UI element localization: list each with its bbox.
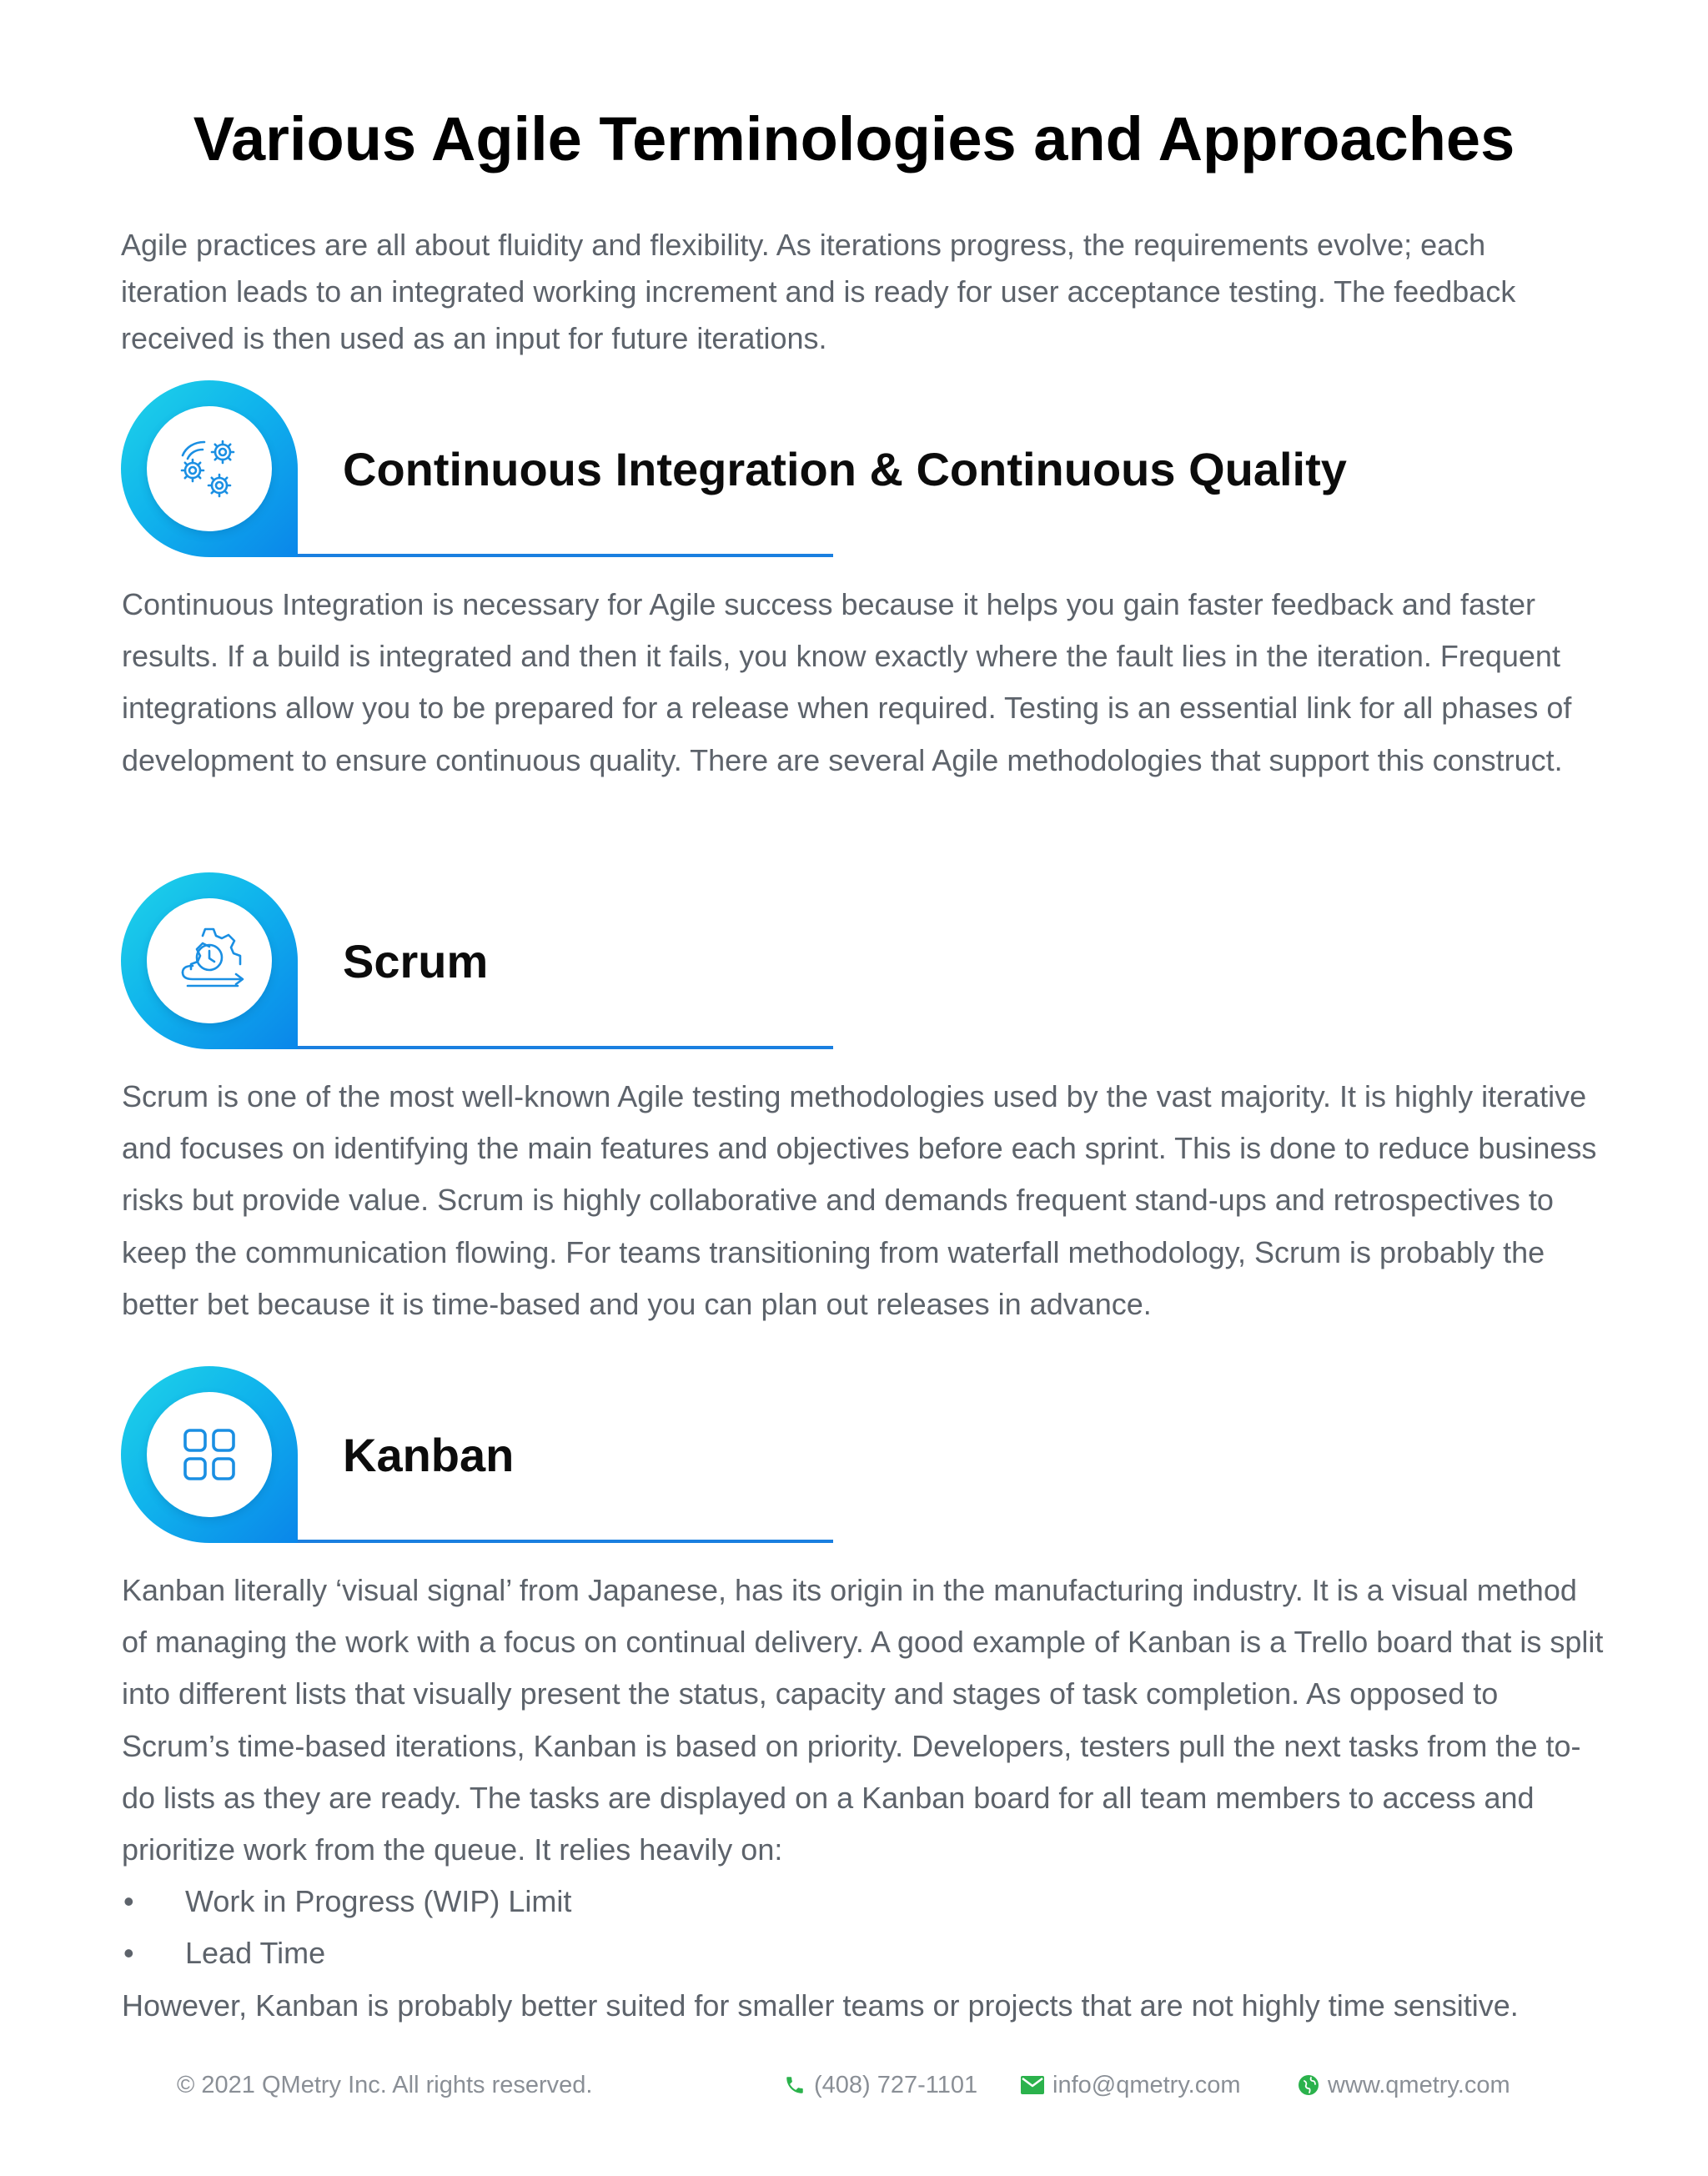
footer-email[interactable] (1021, 2067, 1241, 2103)
kanban-grid-icon (147, 1392, 272, 1517)
intro-paragraph: Agile practices are all about fluidity and flexibility. As iterations progress, the requirements evolve; each iteration leads to an integrated working increment and is ready for user acceptance testing. The feedback received is then used as an input for future iterations. (121, 228, 1516, 355)
section-rule (298, 1540, 833, 1543)
footer (0, 2067, 1708, 2103)
list-item (122, 1927, 1606, 1979)
bullet-marker: • (123, 1936, 134, 1971)
gears-icon (147, 406, 272, 531)
phone-icon (784, 2074, 806, 2096)
bullet-marker: • (123, 1884, 134, 1919)
globe-icon (1298, 2074, 1319, 2096)
section-title: Scrum (343, 935, 489, 987)
kanban-closing: However, Kanban is probably better suited for smaller teams or projects that are not highly time sensitive. (122, 1988, 1519, 2023)
footer-phone[interactable] (784, 2067, 977, 2103)
section-header-scrum (121, 872, 1372, 1056)
section-badge (121, 1366, 298, 1543)
section-header-kanban (121, 1366, 1372, 1550)
section-body-scrum: Scrum is one of the most well-known Agile testing methodologies used by the vast majority. It is highly iterative and focuses on identifying the main features and objectives before each sprint. This is done to reduce business risks but provide value. Scrum is highly collaborative and demands frequent stand-ups and retrospectives to keep the communication flowing. For teams transitioning from waterfall methodology, Scrum is probably the better bet because it is time-based and you can plan out releases in advance. (122, 1079, 1597, 1321)
email-text: info@qmetry.com (1052, 2072, 1241, 2098)
list-item-label: Work in Progress (WIP) Limit (185, 1884, 572, 1919)
section-title: Continuous Integration & Continuous Quality (343, 443, 1347, 495)
list-item (122, 1876, 1606, 1927)
section-rule (298, 1046, 833, 1049)
sprint-clock-icon (147, 898, 272, 1023)
section-body-kanban (122, 1565, 1606, 2032)
section-body-continuous-integration: Continuous Integration is necessary for Agile success because it helps you gain faster feedback and faster results. If a build is integrated and then it fails, you know exactly where the fault lies in the iteration. Frequent integrations allow you to be prepared for a release when required. Testing is an essential link for all phases of development to ensure continuous quality. There are several Agile methodologies that support this construct. (122, 587, 1572, 777)
footer-copyright (177, 2067, 592, 2103)
kanban-bullet-list (122, 1876, 1606, 1979)
footer-website[interactable] (1298, 2067, 1510, 2103)
section-header-continuous-integration (121, 380, 1372, 564)
section-badge (121, 380, 298, 557)
mail-icon (1021, 2076, 1044, 2094)
copyright-text: © 2021 QMetry Inc. All rights reserved. (177, 2072, 593, 2098)
list-item-label: Lead Time (185, 1936, 326, 1971)
section-rule (298, 554, 833, 557)
website-text: www.qmetry.com (1328, 2072, 1510, 2098)
section-title: Kanban (343, 1429, 515, 1481)
section-badge (121, 872, 298, 1049)
page-title: Various Agile Terminologies and Approaches (193, 104, 1515, 173)
phone-text: (408) 727-1101 (814, 2072, 978, 2098)
kanban-paragraph: Kanban literally ‘visual signal’ from Japanese, has its origin in the manufacturing industry. It is a visual method of managing the work with a focus on continual delivery. A good example of Kanban is a Trello board that is split into different lists that visually present the status, capacity and stages of task completion. As opposed to Scrum’s time-based iterations, Kanban is based on priority. Developers, testers pull the next tasks from the to-do lists as they are ready. The tasks are displayed on a Kanban board for all team members to access and prioritize work from the queue. It relies heavily on: (122, 1573, 1604, 1867)
